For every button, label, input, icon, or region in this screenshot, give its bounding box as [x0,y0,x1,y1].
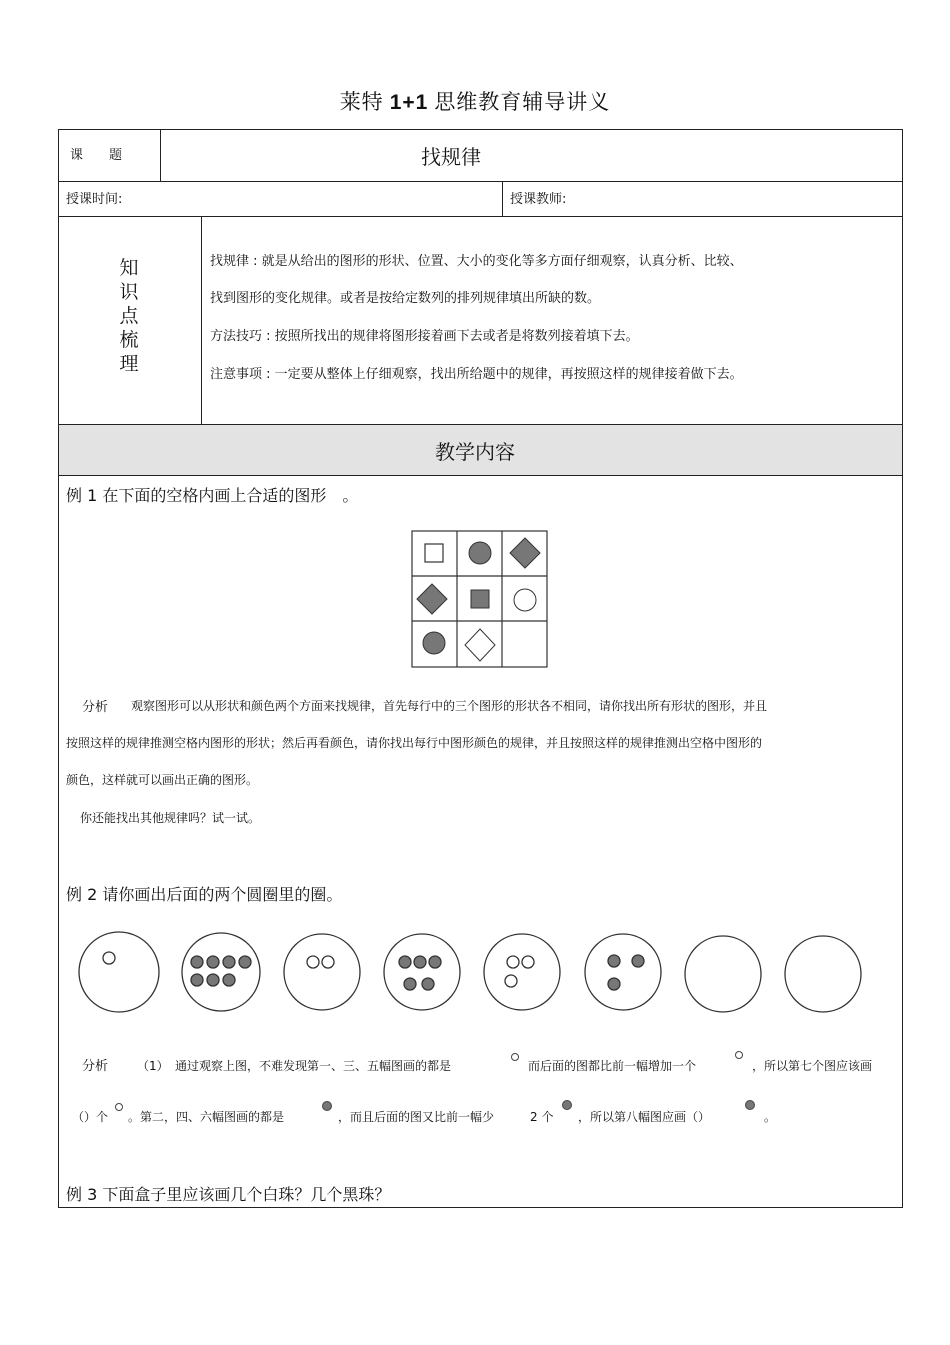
col-divider [201,216,202,424]
knowledge-label: 知识点梳理 [119,257,139,375]
white-bead-icon [510,1052,520,1062]
example-2-a1: 通过观察上图，不难发现第一、三、五幅图画的都是 [175,1059,452,1073]
knowledge-line-4: 注意事项 : 一定要从整体上仔细观察，找出所给题中的规律，再按照这样的规律接着做下去。 [210,367,743,382]
title-prefix: 莱特 [339,90,384,114]
subject-value: 找规律 [421,145,481,169]
example-2-b5: ，所以第八幅图应画（） [578,1110,711,1124]
example-2-circle-sequence [70,925,870,1020]
example-1-analysis-3: 颜色，这样就可以画出正确的图形。 [66,773,259,787]
white-bead-icon [103,952,115,964]
example-2-b3: ，而且后面的图又比前一幅少 [338,1110,495,1124]
gray-bead-icon [321,1100,333,1112]
knowledge-line-3: 方法技巧 : 按照所找出的规律将图形接着画下去或者是将数列接着填下去。 [210,329,639,344]
example-2-num: （1） [137,1059,169,1073]
example-1-analysis-1: 观察图形可以从形状和颜色两个方面来找规律，首先每行中的三个图形的形状各不相同，请你找出所有形状的图形，并且 [131,699,768,713]
white-bead-icon [114,1102,124,1112]
example-1-try: 你还能找出其他规律吗？试一试。 [80,811,261,825]
white-bead-icon [734,1050,744,1060]
gray-bead-icon [561,1099,573,1111]
time-label: 授课时间: [66,192,123,207]
example-1-shape-grid [410,530,550,670]
gray-bead-icon [744,1099,756,1111]
example-2-title: 例 2 请你画出后面的两个圆圈里的圈。 [66,885,343,904]
teacher-label: 授课教师: [510,192,567,207]
example-3-title: 例 3 下面盒子里应该画几个白珠？几个黑珠？ [66,1185,391,1204]
sequence-circle-5 [484,934,560,1010]
white-square-icon [425,544,443,562]
gray-square-icon [471,590,489,608]
white-diamond-icon [465,629,495,661]
row-divider [59,181,902,182]
example-2-a2: 而后面的图都比前一幅增加一个 [528,1059,697,1073]
sequence-circle-3 [284,934,360,1010]
sequence-circle-4 [384,934,460,1010]
document-title [0,86,950,116]
example-2-b4: 2 个 [530,1110,554,1124]
gray-circle-icon [469,542,491,564]
gray-diamond-icon [417,584,447,614]
gray-diamond-icon [510,538,540,568]
gray-circle-icon [423,632,445,654]
knowledge-line-1: 找规律 : 就是从给出的图形的形状、位置、大小的变化等多方面仔细观察，认真分析、比较、 [210,254,743,269]
subject-label: 课 题 [70,148,123,163]
title-bold: 1+1 [389,91,429,114]
col-divider [502,181,503,216]
example-1-title: 例 1 在下面的空格内画上合适的图形 。 [66,486,359,505]
sequence-circle-2 [182,933,260,1011]
sequence-circle-1 [79,932,159,1012]
example-1-analysis-2: 按照这样的规律推测空格内图形的形状；然后再看颜色，请你找出每行中图形颜色的规律，并且按照这样的规律推测出空格中图形的 [66,736,763,750]
example-2-analysis-label: 分析 [82,1059,109,1074]
example-2-b1: （）个 [72,1110,109,1124]
example-2-a3: ，所以第七个图应该画 [752,1059,873,1073]
title-suffix: 思维教育辅导讲义 [434,90,611,114]
example-2-b6: 。 [764,1110,777,1124]
row-divider [59,216,902,217]
col-divider [160,130,161,181]
row-divider [59,475,902,476]
sequence-circle-7-blank [685,936,761,1012]
sequence-circle-8-blank [785,936,861,1012]
sequence-circle-6 [585,934,661,1010]
example-2-b2: 。第二，四、六幅图画的都是 [128,1110,285,1124]
teaching-header: 教学内容 [435,440,515,464]
knowledge-line-2: 找到图形的变化规律。或者是按给定数列的排列规律填出所缺的数。 [210,291,601,306]
example-1-analysis-label: 分析 [82,700,109,715]
white-circle-icon [514,589,536,611]
